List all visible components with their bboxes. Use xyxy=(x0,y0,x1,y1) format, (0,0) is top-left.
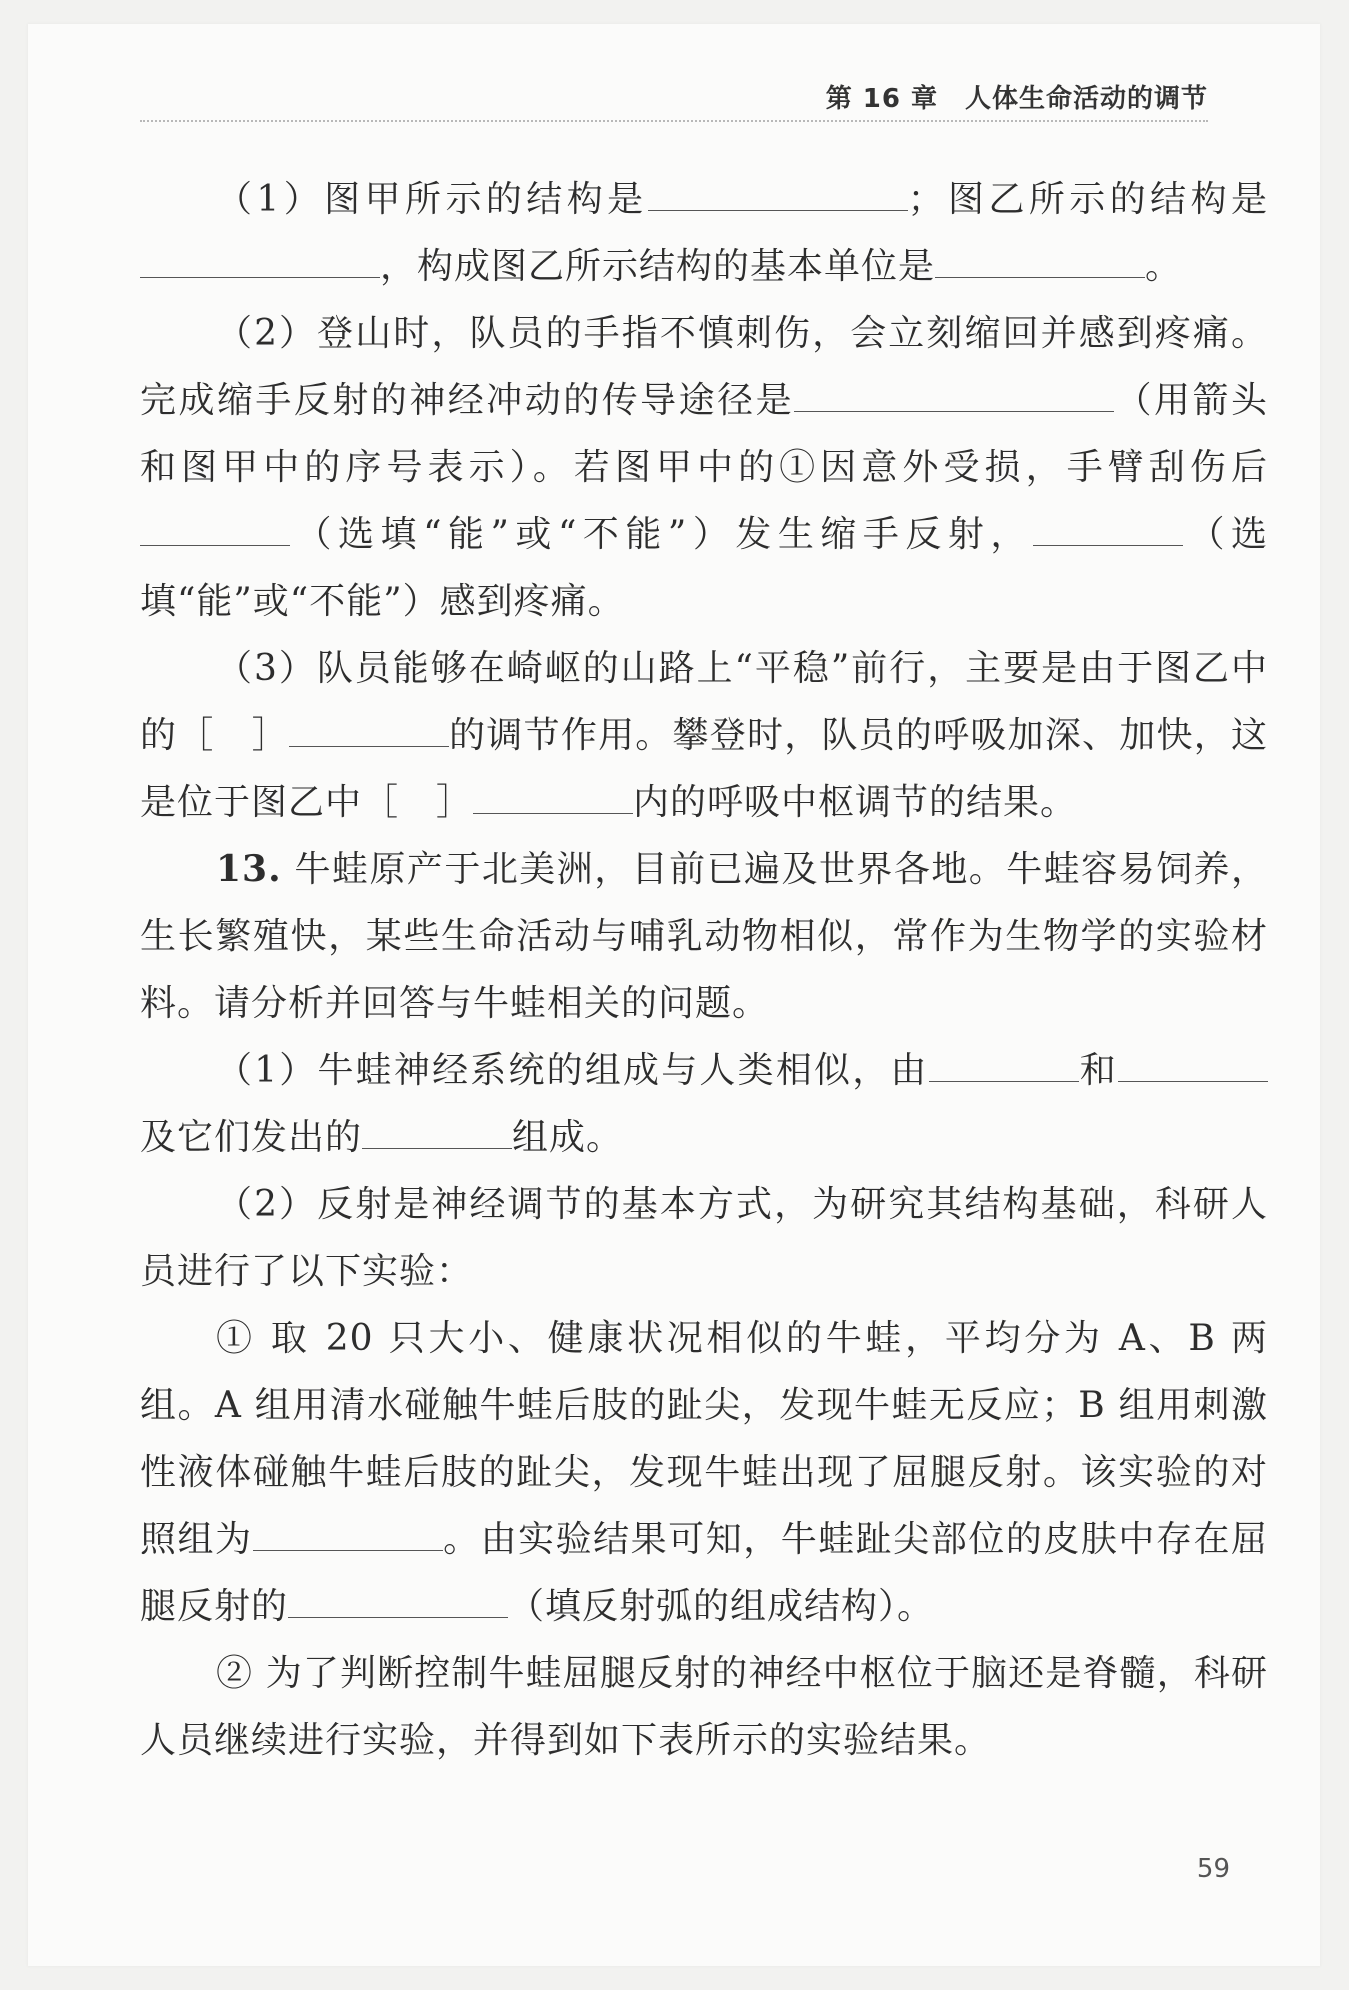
text-segment: （1）牛蛙神经系统的组成与人类相似，由 xyxy=(216,1050,929,1091)
text-segment: ② 为了判断控制牛蛙屈腿反射的神经中枢位于脑还是脊髓，科研人员继续进行实验，并得到如下表所示的实验结果。 xyxy=(140,1653,1268,1761)
text-segment: （1）图甲所示的结构是 xyxy=(216,179,648,220)
answer-blank[interactable] xyxy=(140,544,290,546)
page-content xyxy=(140,166,1268,1774)
text-segment: 组成。 xyxy=(512,1117,624,1158)
answer-blank[interactable] xyxy=(253,1549,443,1551)
text-segment: ，构成图乙所示结构的基本单位是 xyxy=(380,246,936,287)
answer-blank[interactable] xyxy=(473,812,633,814)
answer-blank[interactable] xyxy=(1033,544,1183,546)
text-segment: ；图乙所示的结构是 xyxy=(907,179,1268,220)
answer-blank[interactable] xyxy=(935,276,1145,278)
question-13-stem xyxy=(140,836,1268,1037)
question-13-part-1 xyxy=(140,1037,1268,1171)
text-segment: （3）队员能够在崎岖的山路上“平稳”前行，主要是由于图乙中的［ ］ xyxy=(140,648,1268,756)
answer-blank[interactable] xyxy=(648,209,908,211)
question-13-step-1 xyxy=(140,1305,1268,1640)
page-number: 59 xyxy=(1196,1854,1230,1884)
text-segment: （填反射弧的组成结构）。 xyxy=(508,1586,935,1627)
question-12-part-1 xyxy=(140,166,1268,300)
question-12-part-2 xyxy=(140,300,1268,635)
answer-blank[interactable] xyxy=(794,410,1114,412)
text-segment: ① 取 20 只大小、健康状况相似的牛蛙，平均分为 A、B 两组。A 组用清水碰触牛蛙后肢的趾尖，发现牛蛙无反应；B 组用刺激性液体碰触牛蛙后肢的趾尖，发现牛蛙出现了屈腿反射。该实验的对照组为 xyxy=(140,1318,1268,1560)
text-segment: 牛蛙原产于北美洲，目前已遍及世界各地。牛蛙容易饲养，生长繁殖快，某些生命活动与哺乳动物相似，常作为生物学的实验材料。请分析并回答与牛蛙相关的问题。 xyxy=(140,849,1268,1024)
book-page xyxy=(28,24,1320,1966)
answer-blank[interactable] xyxy=(288,1616,508,1618)
chapter-title: 第 16 章 人体生命活动的调节 xyxy=(825,84,1208,114)
text-segment: 内的呼吸中枢调节的结果。 xyxy=(633,782,1078,823)
question-12-part-3 xyxy=(140,635,1268,836)
question-13-step-2 xyxy=(140,1640,1268,1774)
text-segment: （2）登山时，队员的手指不慎刺伤，会立刻缩回并感到疼痛。完成缩手反射的神经冲动的传导途径是 xyxy=(140,313,1268,421)
text-segment: 及它们发出的 xyxy=(140,1117,363,1158)
answer-blank[interactable] xyxy=(929,1080,1079,1082)
text-segment: 和 xyxy=(1078,1050,1118,1091)
text-segment: （用箭头和图甲中的序号表示）。若图甲中的①因意外受损，手臂刮伤后 xyxy=(140,380,1268,488)
text-segment: （选填“能”或“不能”）感到疼痛。 xyxy=(140,514,1268,622)
running-header xyxy=(140,68,1208,122)
answer-blank[interactable] xyxy=(362,1147,512,1149)
answer-blank[interactable] xyxy=(140,276,380,278)
text-segment: （选填“能”或“不能”）发生缩手反射， xyxy=(290,514,1033,555)
text-segment: 。由实验结果可知，牛蛙趾尖部位的皮肤中存在屈腿反射的 xyxy=(140,1519,1268,1627)
answer-blank[interactable] xyxy=(289,745,449,747)
question-13-part-2 xyxy=(140,1171,1268,1305)
answer-blank[interactable] xyxy=(1118,1080,1268,1082)
text-segment: 的调节作用。攀登时，队员的呼吸加深、加快，这是位于图乙中［ ］ xyxy=(140,715,1268,823)
text-segment: （2）反射是神经调节的基本方式，为研究其结构基础，科研人员进行了以下实验： xyxy=(140,1184,1268,1292)
text-segment: 。 xyxy=(1145,246,1183,287)
question-number: 13. xyxy=(216,848,282,890)
